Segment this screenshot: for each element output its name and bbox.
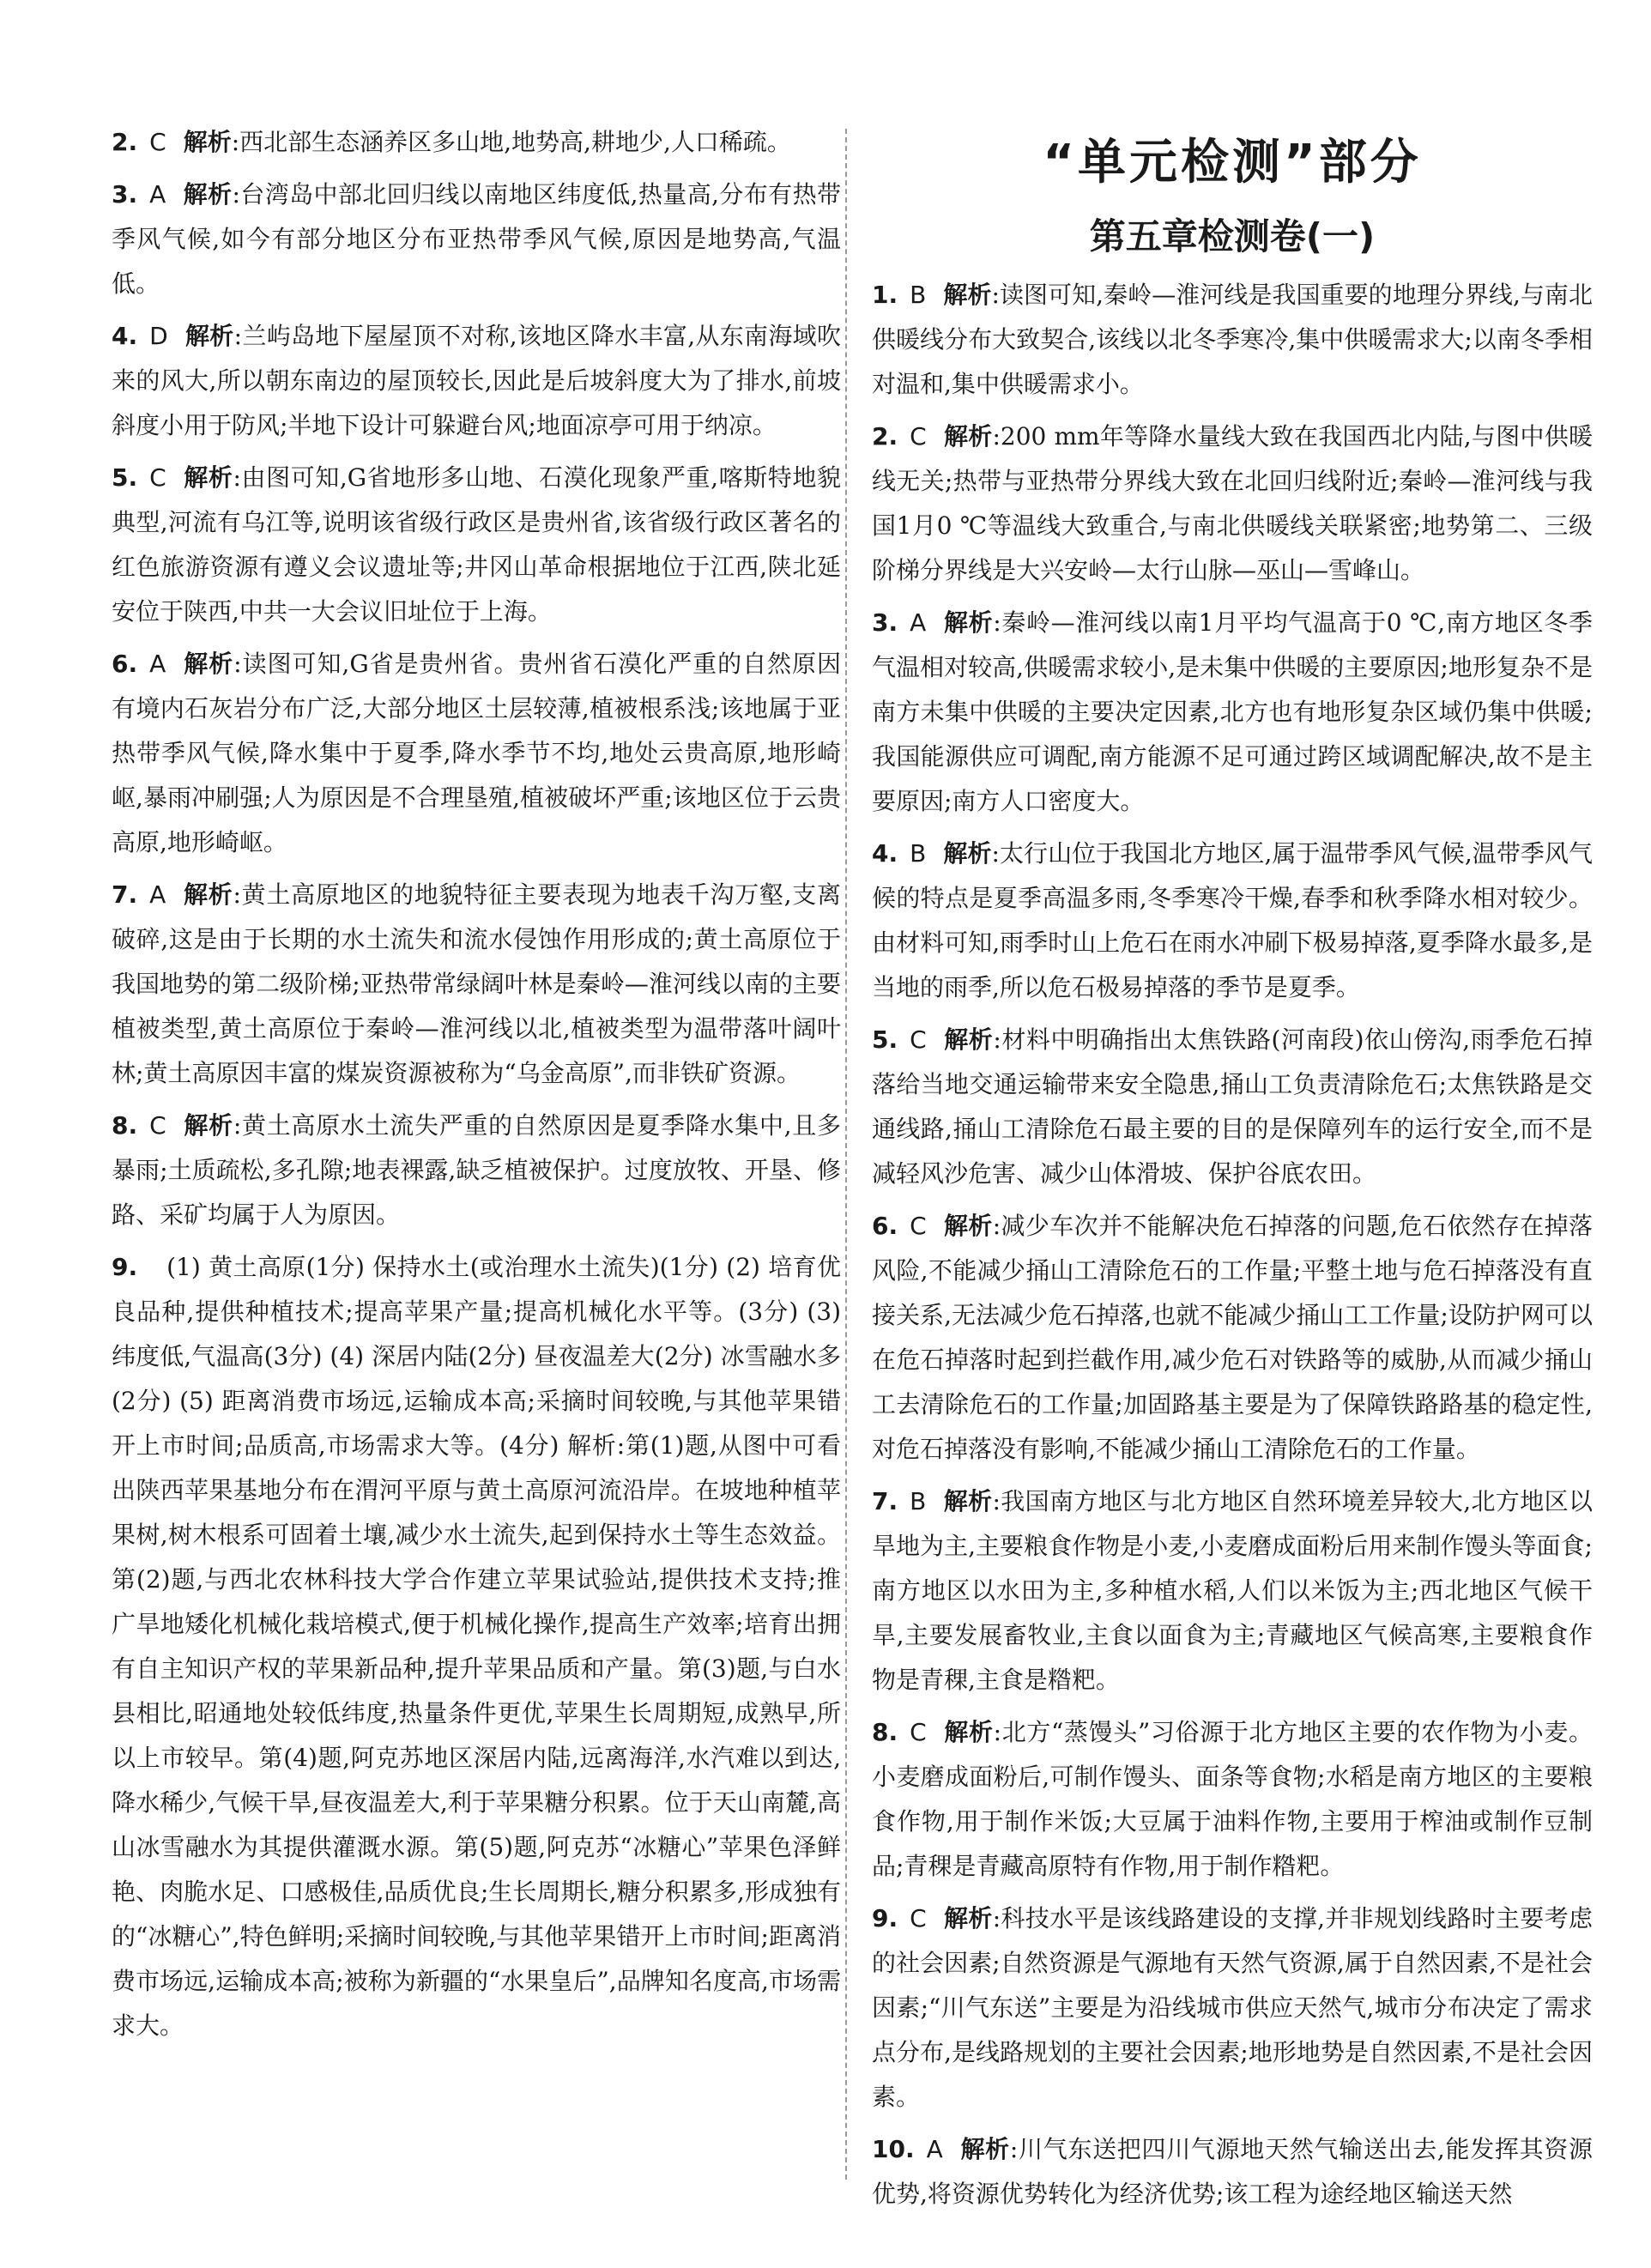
item-number: 3. — [872, 608, 898, 637]
analysis-label: 解析 — [943, 1487, 993, 1515]
analysis-text: :减少车次并不能解决危石掉落的问题,危石依然存在掉落风险,不能减少捅山工清除危石的工作量;平整土地与危石掉落没有直接关系,无法减少危石掉落,也就不能减少捅山工工作量;设防护网可以在危石掉落时起到拦截作用,减少危石对铁路等的威胁,从而减少捅山工去清除危石的工作量;加固路基主要是为了保障铁路路基的稳定性,对危石掉落没有影响,不能减少捅山工清除危石的工作量。 — [872, 1212, 1593, 1463]
item-number: 2. — [872, 422, 898, 451]
answer-item-7 — [872, 1479, 1593, 1703]
answer-item-8 — [112, 1104, 841, 1237]
item-number: 5. — [112, 463, 138, 492]
item-number: 9. — [112, 1253, 138, 1281]
answer-item-6 — [872, 1204, 1593, 1472]
analysis-label: 解析 — [959, 2135, 1010, 2163]
analysis-text: :西北部生态涵养区多山地,地势高,耕地少,人口稀疏。 — [231, 128, 791, 156]
column-divider — [845, 129, 847, 2180]
answer-item-5 — [872, 1018, 1593, 1196]
answer-letter: C — [910, 1212, 927, 1240]
analysis-text: :由图可知,G省地形多山地、石漠化现象严重,喀斯特地貌典型,河流有乌江等,说明该省级行政区是贵州省,该省级行政区著名的红色旅游资源有遵义会议遗址等;井冈山革命根据地位于江西,陕北延安位于陕西,中共一大会议旧址位于上海。 — [112, 463, 841, 626]
answer-item-9 — [872, 1896, 1593, 2120]
answer-letter: A — [149, 880, 166, 909]
item-number: 3. — [112, 180, 138, 209]
analysis-label: 解析 — [184, 322, 234, 350]
answer-letter: C — [910, 1904, 927, 1932]
analysis-text: :读图可知,秦岭—淮河线是我国重要的地理分界线,与南北供暖线分布大致契合,该线以北冬季寒冷,集中供暖需求大;以南冬季相对温和,集中供暖需求小。 — [872, 281, 1593, 398]
item-number: 9. — [872, 1904, 898, 1932]
answer-item-8 — [872, 1710, 1593, 1889]
answer-letter: B — [910, 1487, 927, 1515]
analysis-label: 解析 — [943, 1025, 994, 1054]
item-number: 4. — [872, 839, 898, 868]
answer-item-2 — [112, 120, 841, 165]
answer-letter: B — [910, 281, 927, 309]
item-number: 1. — [872, 281, 898, 309]
analysis-label: 解析 — [183, 880, 233, 909]
item-number: 5. — [872, 1025, 898, 1054]
answer-item-7 — [112, 873, 841, 1096]
analysis-text: :太行山位于我国北方地区,属于温带季风气候,温带季风气候的特点是夏季高温多雨,冬季寒冷干燥,春季和秋季降水相对较少。由材料可知,雨季时山上危石在雨水冲刷下极易掉落,夏季降水最多,是当地的雨季,所以危石极易掉落的季节是夏季。 — [872, 839, 1593, 1001]
answer-letter: A — [926, 2135, 943, 2163]
answer-item-3 — [112, 172, 841, 306]
analysis-text: :秦岭—淮河线以南1月平均气温高于0 ℃,南方地区冬季气温相对较高,供暖需求较小,是未集中供暖的主要原因;地形复杂不是南方未集中供暖的主要决定因素,北方也有地形复杂区域仍集中供暖;我国能源供应可调配,南方能源不足可通过跨区域调配解决,故不是主要原因;南方人口密度大。 — [872, 608, 1593, 815]
answer-letter: C — [910, 422, 927, 451]
item-number: 8. — [872, 1718, 898, 1746]
answer-letter: C — [149, 1111, 166, 1140]
analysis-label: 解析 — [943, 281, 992, 309]
item-number: 8. — [112, 1111, 138, 1140]
analysis-text: :兰屿岛地下屋屋顶不对称,该地区降水丰富,从东南海域吹来的风大,所以朝东南边的屋顶较长,因此是后坡斜度大为了排水,前坡斜度小用于防风;半地下设计可躲避台风;地面凉亭可用于纳凉。 — [112, 322, 841, 439]
item-number: 2. — [112, 128, 138, 156]
answer-item-5 — [112, 456, 841, 634]
analysis-label: 解析 — [183, 1111, 233, 1140]
analysis-text: :我国南方地区与北方地区自然环境差异较大,北方地区以旱地为主,主要粮食作物是小麦,小麦磨成面粉后用来制作馒头等面食;南方地区以水田为主,多种植水稻,人们以米饭为主;西北地区气候干旱,主要发展畜牧业,主食以面食为主;青藏地区气候高寒,主要粮食作物是青稞,主食是糌粑。 — [872, 1487, 1593, 1694]
answer-letter: C — [910, 1718, 927, 1746]
analysis-label: 解析 — [943, 1718, 994, 1746]
analysis-text: :200 mm年等降水量线大致在我国西北内陆,与图中供暖线无关;热带与亚热带分界线大致在北回归线附近;秦岭—淮河线与我国1月0 ℃等温线大致重合,与南北供暖线关联紧密;地势第二、三级阶梯分界线是大兴安岭—太行山脉—巫山—雪峰山。 — [872, 422, 1593, 584]
analysis-label: 解析 — [943, 839, 992, 868]
answer-letter: A — [149, 180, 166, 209]
item-number: 4. — [112, 322, 138, 350]
answer-item-4 — [112, 314, 841, 448]
answer-letter: B — [910, 839, 927, 868]
answer-item-4 — [872, 832, 1593, 1010]
analysis-text: :黄土高原水土流失严重的自然原因是夏季降水集中,且多暴雨;土质疏松,多孔隙;地表裸露,缺乏植被保护。过度放牧、开垦、修路、采矿均属于人为原因。 — [112, 1111, 841, 1229]
analysis-text: :材料中明确指出太焦铁路(河南段)依山傍沟,雨季危石掉落给当地交通运输带来安全隐患,捅山工负责清除危石;太焦铁路是交通线路,捅山工清除危石最主要的目的是保障列车的运行安全,而不是减轻风沙危害、减少山体滑坡、保护谷底农田。 — [872, 1025, 1593, 1188]
analysis-text: :川气东送把四川气源地天然气输送出去,能发挥其资源优势,将资源优势转化为经济优势;该工程为途经地区输送天然 — [872, 2135, 1593, 2208]
analysis-label: 解析 — [183, 650, 234, 678]
answer-letter: C — [910, 1025, 927, 1054]
analysis-label: 解析 — [183, 180, 233, 209]
answer-item-6 — [112, 642, 841, 865]
section-title: “单元检测”部分 — [1043, 135, 1422, 191]
analysis-label: 解析 — [183, 128, 232, 156]
answer-letter: C — [149, 128, 166, 156]
analysis-text: :科技水平是该线路建设的支撑,并非规划线路时主要考虑的社会因素;自然资源是气源地有天然气资源,属于自然因素,不是社会因素;“川气东送”主要是为沿线城市供应天然气,城市分布决定了需求点分布,是线路规划的主要社会因素;地形地势是自然因素,不是社会因素。 — [872, 1904, 1593, 2111]
analysis-text: :台湾岛中部北回归线以南地区纬度低,热量高,分布有热带季风气候,如今有部分地区分布亚热带季风气候,原因是地势高,气温低。 — [112, 180, 841, 298]
answer-item-10 — [872, 2127, 1593, 2217]
answer-letter: A — [149, 650, 166, 678]
left-column — [112, 120, 841, 2056]
item-number: 6. — [112, 650, 138, 678]
analysis-label: 解析 — [183, 463, 233, 492]
analysis-label: 解析 — [943, 422, 993, 451]
analysis-label: 解析 — [943, 1212, 993, 1240]
analysis-text: :北方“蒸馒头”习俗源于北方地区主要的农作物为小麦。小麦磨成面粉后,可制作馒头、面条等食物;水稻是南方地区的主要粮食作物,用于制作米饭;大豆属于油料作物,主要用于榨油或制作豆制品;青稞是青藏高原特有作物,用于制作糌粑。 — [872, 1718, 1593, 1880]
analysis-label: 解析 — [943, 1904, 993, 1932]
chapter-title: 第五章检测卷(一) — [1089, 215, 1376, 257]
answer-letter: A — [910, 608, 927, 637]
answer-letter: C — [149, 463, 166, 492]
right-column — [872, 120, 1593, 2224]
answer-item-1 — [872, 273, 1593, 407]
item-number: 7. — [872, 1487, 898, 1515]
item-number: 6. — [872, 1212, 898, 1240]
analysis-text: (1) 黄土高原(1分) 保持水土(或治理水土流失)(1分) (2) 培育优良品种,提供种植技术;提高苹果产量;提高机械化水平等。(3分) (3) 纬度低,气温高(3分) (4) 深居内陆(2分) 昼夜温差大(2分) 冰雪融水多(2分) (5) 距离消费市场远,运输成本高;采摘时间较晚,与其他苹果错开上市时间;品质高,市场需求大等。(4分) 解析:第(1)题,从图中可看出陕西苹果基地分布在渭河平原与黄土高原河流沿岸。在坡地种植苹果树,树木根系可固着土壤,减少水土流失,起到保持水土等生态效益。第(2)题,与西北农林科技大学合作建立苹果试验站,提供技术支持;推广旱地矮化机械化栽培模式,便于机械化操作,提高生产效率;培育出拥有自主知识产权的苹果新品种,提升苹果品质和产量。第(3)题,与白水县相比,昭通地处较低纬度,热量条件更优,苹果生长周期短,成熟早,所以上市较早。第(4)题,阿克苏地区深居内陆,远离海洋,水汽难以到达,降水稀少,气候干旱,昼夜温差大,利于苹果糖分积累。位于天山南麓,高山冰雪融水为其提供灌溉水源。第(5)题,阿克苏“冰糖心”苹果色泽鲜艳、肉脆水足、口感极佳,品质优良;生长周期长,糖分积累多,形成独有的“冰糖心”,特色鲜明;采摘时间较晚,与其他苹果错开上市时间;距离消费市场远,运输成本高;被称为新疆的“水果皇后”,品牌知名度高,市场需求大。 — [112, 1253, 841, 2040]
analysis-text: :黄土高原地区的地貌特征主要表现为地表千沟万壑,支离破碎,这是由于长期的水土流失和流水侵蚀作用形成的;黄土高原位于我国地势的第二级阶梯;亚热带常绿阔叶林是秦岭—淮河线以南的主要植被类型,黄土高原位于秦岭—淮河线以北,植被类型为温带落叶阔叶林;黄土高原因丰富的煤炭资源被称为“乌金高原”,而非铁矿资源。 — [112, 880, 841, 1087]
answer-item-3 — [872, 601, 1593, 824]
item-number: 10. — [872, 2135, 915, 2163]
analysis-label: 解析 — [943, 608, 994, 637]
item-number: 7. — [112, 880, 138, 909]
answer-item-2 — [872, 414, 1593, 593]
answer-item-9 — [112, 1245, 841, 2048]
answer-letter: D — [149, 322, 168, 350]
analysis-text: :读图可知,G省是贵州省。贵州省石漠化严重的自然原因有境内石灰岩分布广泛,大部分地区土层较薄,植被根系浅;该地属于亚热带季风气候,降水集中于夏季,降水季节不均,地处云贵高原,地形崎岖,暴雨冲刷强;人为原因是不合理垦殖,植被破坏严重;该地区位于云贵高原,地形崎岖。 — [112, 650, 841, 856]
